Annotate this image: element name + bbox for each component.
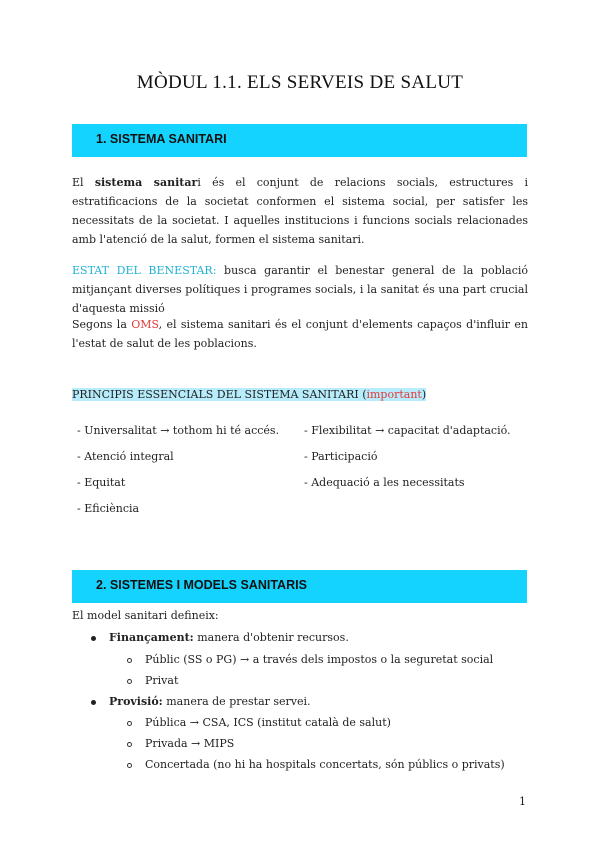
bold-term: Finançament: xyxy=(109,631,194,644)
term-label: ESTAT DEL BENESTAR: xyxy=(72,264,217,277)
models-intro: El model sanitari defineix: xyxy=(72,609,219,622)
list-item: Privat xyxy=(145,674,179,687)
list-item: Pública → CSA, ICS (institut català de salut) xyxy=(145,716,391,729)
list-item: Privada → MIPS xyxy=(145,737,235,750)
paragraph-oms xyxy=(72,315,528,353)
sub-bullet xyxy=(127,763,132,768)
sub-bullet xyxy=(127,679,132,684)
bold-term: Provisió: xyxy=(109,695,163,708)
list-item: Concertada (no hi ha hospitals concertats, són públics o privats) xyxy=(145,758,505,771)
sub-bullet xyxy=(127,721,132,726)
page-number: 1 xyxy=(519,795,526,808)
text: ) xyxy=(421,388,427,401)
text: El xyxy=(72,176,95,189)
text: busca garantir el benestar general de la població mitjançant diverses polítiques i programes socials, i la sanitat és una part crucial d'aquesta missió xyxy=(72,264,528,315)
text: i xyxy=(197,176,201,189)
list-item: - Universalitat → tothom hi té accés. xyxy=(77,424,280,437)
bullet-financament xyxy=(109,631,349,645)
text: PRINCIPIS ESSENCIALS DEL SISTEMA SANITARI ( xyxy=(72,388,367,401)
text: manera de prestar servei. xyxy=(162,695,311,708)
sub-bullet xyxy=(127,658,132,663)
list-item: - Adequació a les necessitats xyxy=(304,476,465,489)
text: manera d'obtenir recursos. xyxy=(193,631,349,644)
section-header-sistemes-models xyxy=(72,570,527,603)
list-item: - Flexibilitat → capacitat d'adaptació. xyxy=(304,424,511,437)
bold-term: sistema sanitar xyxy=(94,176,198,189)
bullet-dot xyxy=(91,636,96,641)
section-header-sistema-sanitari xyxy=(72,124,527,157)
list-item: - Atenció integral xyxy=(77,450,174,463)
list-item: Públic (SS o PG) → a través dels impostos o la seguretat social xyxy=(145,653,494,666)
important-label: important xyxy=(366,388,422,401)
bullet-dot xyxy=(91,700,96,705)
paragraph-benestar xyxy=(72,261,528,318)
text: , el sistema sanitari és el conjunt d'elements capaços d'influir en l'estat de salut de les poblacions. xyxy=(72,318,528,350)
list-item: - Participació xyxy=(304,450,378,463)
list-item: - Equitat xyxy=(77,476,126,489)
oms-term: OMS xyxy=(131,318,159,331)
principis-heading xyxy=(72,387,426,403)
text: és el conjunt de relacions socials, estructures i estratificacions de la societat conformen el sistema social, per satisfer les necessitats de la societat. I aquelles institucions i funcions socials relacionades amb l'atenció de la salut, formen el sistema sanitari. xyxy=(72,176,528,246)
bullet-provisio xyxy=(109,695,311,709)
list-item: - Eficiència xyxy=(77,502,140,515)
paragraph-definition xyxy=(72,173,528,249)
section-heading: 2. SISTEMES I MODELS SANITARIS xyxy=(96,578,307,592)
sub-bullet xyxy=(127,742,132,747)
section-heading: 1. SISTEMA SANITARI xyxy=(96,132,227,146)
text: Segons la xyxy=(72,318,132,331)
page-title: MÒDUL 1.1. ELS SERVEIS DE SALUT xyxy=(136,72,464,93)
